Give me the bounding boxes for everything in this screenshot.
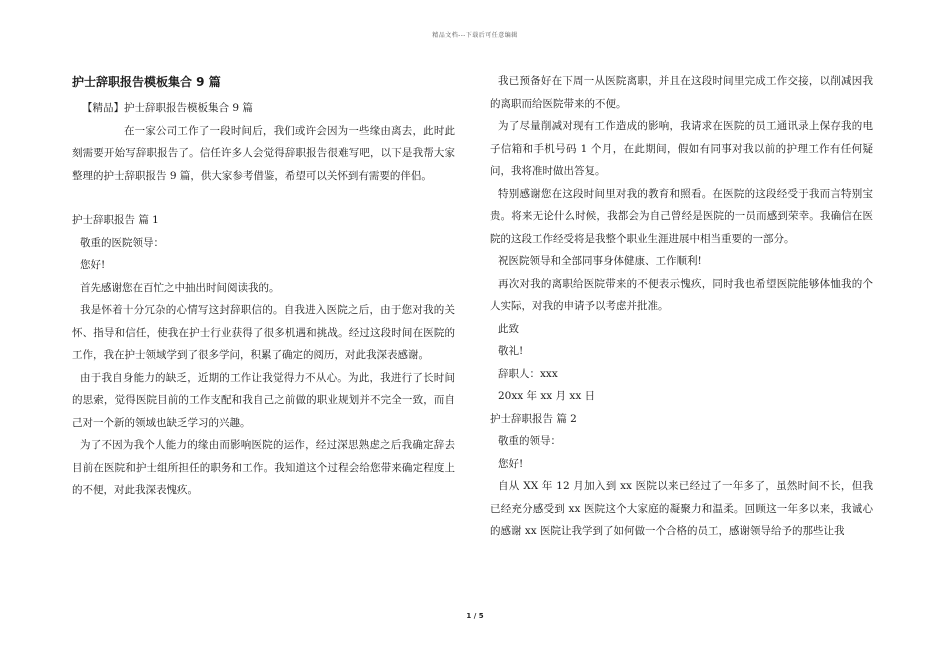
paragraph-3: 由于我自身能力的缺乏，近期的工作让我觉得力不从心。为此，我进行了长时间的思索，觉得医院目前的工作支配和我自己之前做的职业规划并不完全一致，而自己对一个新的领域也缺乏学习的兴趣。: [72, 371, 455, 429]
paragraph-10: 自从 XX 年 12 月加入到 xx 医院以来已经过了一年多了，虽然时间不长，但我已经充分感受到 xx 医院这个大家庭的凝聚力和温柔。回顾这一年多以来，我诚心的感谢 xx 医院让我学到了如何做一个合格的员工，感谢领导给予的那些让我: [490, 480, 873, 537]
salutation: 敬重的医院领导：: [80, 236, 164, 249]
date: 20xx 年 xx 月 xx 日: [498, 390, 596, 402]
paragraph-6: 为了尽量削减对现有工作造成的影响，我请求在医院的员工通讯录上保存我的电子信箱和手机号码 1 个月，在此期间，假如有同事对我以前的护理工作有任何疑问，我将准时做出答复。: [490, 120, 873, 177]
greeting: 您好!: [80, 259, 106, 271]
paragraph-7: 特别感谢您在这段时间里对我的教育和照看。在医院的这段经受于我而言特别宝贵。将来无论什么时候，我都会为自己曾经是医院的一员而感到荣幸。我确信在医院的这段工作经受将是我整个职业生涯进展中相当重要的一部分。: [490, 187, 873, 245]
paragraph-4: 为了不因为我个人能力的缘由而影响医院的运作，经过深思熟虑之后我确定辞去目前在医院和护士组所担任的职务和工作。我知道这个过程会给您带来确定程度上的不便，对此我深表愧疚。: [72, 439, 455, 496]
paragraph-8: 祝医院领导和全部同事身体健康、工作顺利!: [498, 255, 702, 267]
greeting-2: 您好!: [498, 457, 524, 470]
document-title: 护士辞职报告模板集合 9 篇: [72, 75, 221, 89]
right-column: [490, 70, 873, 543]
document-subtitle: 【精品】护士辞职报告模板集合 9 篇: [82, 102, 253, 114]
closing-line-1: 此致: [498, 322, 519, 335]
paragraph-5: 我已预备好在下周一从医院离职，并且在这段时间里完成工作交接，以削减因我的离职而给医院带来的不便。: [490, 75, 873, 110]
intro-paragraph: 在一家公司工作了一段时间后，我们或许会因为一些缘由离去，此时此刻需要开始写辞职报告了。信任许多人会觉得辞职报告很难写吧，以下是我帮大家整理的护士辞职报告 9 篇，供大家参考借鉴，希望可以关怀到有需要的伴侣。: [72, 124, 455, 182]
section-1-title: 护士辞职报告 篇 1: [72, 214, 159, 226]
paragraph-1: 首先感谢您在百忙之中抽出时间阅读我的。: [80, 281, 280, 294]
paragraph-2: 我是怀着十分冗杂的心情写这封辞职信的。自我进入医院之后，由于您对我的关怀、指导和信任，使我在护士行业获得了很多机遇和挑战。经过这段时间在医院的工作，我在护士领域学到了很多学问，积累了确定的阅历，对此我深表感谢。: [72, 304, 455, 361]
signer: 辞职人：xxx: [498, 367, 558, 380]
spacer: [72, 187, 455, 209]
paragraph-9: 再次对我的离职给医院带来的不便表示愧疚，同时我也希望医院能够体恤我的个人实际，对我的申请予以考虑并批准。: [490, 277, 873, 312]
salutation-2: 敬重的领导：: [498, 435, 561, 447]
left-column: [72, 70, 455, 502]
closing-line-2: 敬礼!: [498, 345, 524, 357]
header-note: 精品文档---下载后可任意编辑: [432, 32, 518, 39]
section-2-title: 护士辞职报告 篇 2: [490, 412, 577, 425]
page-number: 1 / 5: [466, 612, 484, 620]
